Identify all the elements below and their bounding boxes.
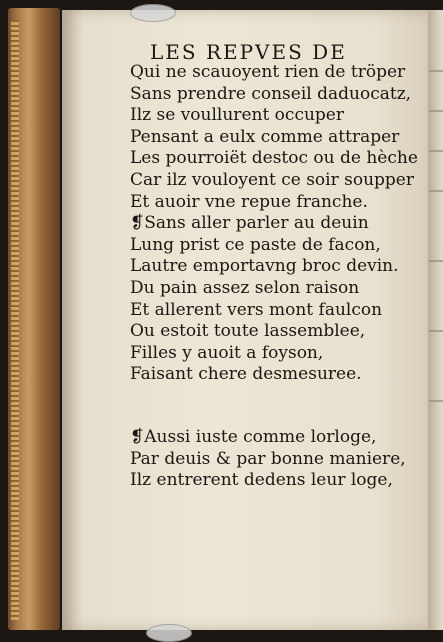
verse-line: Pensant a eulx comme attraper [130, 126, 400, 147]
bleed-through-line [429, 330, 443, 332]
book-clip-top [130, 4, 176, 22]
stanza-break [130, 386, 422, 427]
verse-line: Car ilz vouloyent ce soir soupper [130, 169, 414, 190]
next-page-edge [428, 10, 443, 630]
verse-line: Du pain assez selon raison [130, 277, 360, 298]
verse-line: Lung prist ce paste de facon, [130, 234, 381, 255]
verse-line: Sans prendre conseil daduocatz, [130, 83, 412, 104]
bleed-through-line [429, 260, 443, 262]
bleed-through-line [429, 190, 443, 192]
verse-line: Et auoir vne repue franche. [130, 191, 368, 212]
verse-line: Par deuis & par bonne maniere, [130, 448, 406, 469]
book-clip-bottom [146, 624, 192, 642]
running-head: LES REPVES DE [150, 40, 347, 64]
verse-line: Filles y auoit a foyson, [130, 342, 324, 363]
bleed-through-line [429, 70, 443, 72]
verse-line: Faisant chere desmesuree. [130, 364, 362, 385]
verse-line: Ou estoit toute lassemblee, [130, 321, 366, 342]
verse-text [130, 62, 422, 492]
verse-line: Les pourroiët destoc ou de hèche [130, 148, 418, 169]
verse-line: Lautre emportavng broc devin. [130, 256, 399, 277]
verse-line: Et allerent vers mont faulcon [130, 299, 383, 320]
verse-line: ❡Aussi iuste comme lorloge, [130, 426, 377, 447]
verse-line: Ilz se voullurent occuper [130, 105, 344, 126]
verse-line: ❡Sans aller parler au deuin [130, 213, 369, 234]
bleed-through-line [429, 400, 443, 402]
verse-line: Qui ne scauoyent rien de tröper [130, 62, 406, 82]
verse-line: Ilz entrerent dedens leur loge, [130, 470, 393, 491]
bleed-through-line [429, 110, 443, 112]
gilt-edge [11, 20, 19, 620]
bleed-through-line [429, 150, 443, 152]
